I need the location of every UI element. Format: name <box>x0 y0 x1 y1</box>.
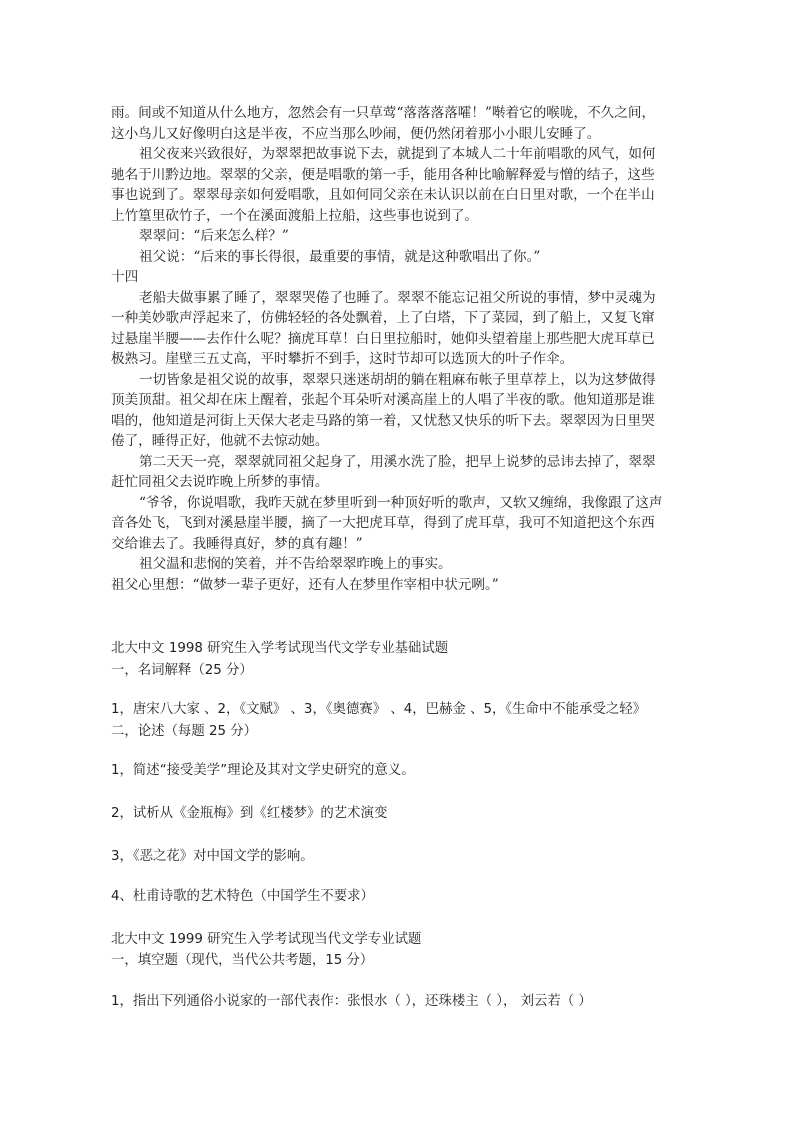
text-line: 老船夫做事累了睡了，翠翠哭倦了也睡了。翠翠不能忘记祖父所说的事情，梦中灵魂为 <box>139 289 656 306</box>
text-line: 祖父夜来兴致很好，为翠翠把故事说下去，就提到了本城人二十年前唱歌的风气，如何 <box>139 146 656 162</box>
text-line: 一种美妙歌声浮起来了，仿佛轻轻的各处飘着，上了白塔，下了菜园，到了船上，又复飞窜 <box>111 310 655 326</box>
question: 2，试析从《金瓶梅》到《红楼梦》的艺术演变 <box>111 806 388 821</box>
text-line: 唱的，他知道是河街上天保大老走马路的第一着，又忧愁又快乐的听下去。翠翠因为日里哭 <box>111 412 655 429</box>
text-line: 第二天天一亮，翠翠就同祖父起身了，用溪水洗了脸，把早上说梦的忌讳去掉了，翠翠 <box>139 453 656 470</box>
question: 1，简述“接受美学”理论及其对文学史研究的意义。 <box>111 763 415 778</box>
text-line: 顶美顶甜。祖父却在床上醒着，张起个耳朵听对溪高崖上的人唱了半夜的歌。他知道那是谁 <box>111 392 655 408</box>
text-line: 赶忙同祖父去说昨晚上所梦的事情。 <box>111 474 329 490</box>
section-heading: 二，论述（每题 25 分） <box>111 724 258 739</box>
text-line: 交给谁去了。我睡得真好，梦的真有趣！” <box>111 535 363 552</box>
question: 3，《恶之花》对中国文学的影响。 <box>111 849 314 864</box>
exam-1998-title: 北大中文 1998 研究生入学考试现当代文学专业基础试题 <box>111 641 449 656</box>
term-list: 1，唐宋八大家 、2，《文赋》 、3，《奥德赛》 、4，巴赫金 、5，《生命中不能承受之轻》 <box>111 702 646 717</box>
text-line: 过悬崖半腰——去作什么呢？摘虎耳草！白日里拉船时，她仰头望着崖上那些肥大虎耳草已 <box>111 330 655 347</box>
text-line: 这小鸟儿又好像明白这是半夜，不应当那么吵闹，便仍然闭着那小小眼儿安睡了。 <box>111 125 601 142</box>
question: 1，指出下列通俗小说家的一部代表作：张恨水（ ），还珠楼主（ ）， 刘云若（ ） <box>111 994 592 1009</box>
section-heading: 一，名词解释（25 分） <box>111 663 253 678</box>
text-line: 雨。间或不知道从什么地方，忽然会有一只草莺“落落落落嚯！”啭着它的喉咙，不久之间， <box>111 105 656 121</box>
text-line: 极熟习。崖壁三五丈高，平时攀折不到手，这时节却可以选顶大的叶子作伞。 <box>111 351 574 367</box>
text-line: 一切皆象是祖父说的故事，翠翠只迷迷胡胡的躺在粗麻布帐子里草荐上，以为这梦做得 <box>139 371 656 388</box>
text-line: 事也说到了。翠翠母亲如何爱唱歌，且如何同父亲在未认识以前在白日里对歌，一个在半山 <box>111 187 655 203</box>
text-line: 驰名于川黔边地。翠翠的父亲，便是唱歌的第一手，能用各种比喻解释爱与憎的结子，这些 <box>111 166 655 183</box>
question: 4、杜甫诗歌的艺术特色（中国学生不要求） <box>111 889 374 904</box>
text-line: 倦了，睡得正好，他就不去惊动她。 <box>111 433 329 449</box>
section-heading: 一，填空题（现代，当代公共考题，15 分） <box>111 953 374 968</box>
story-text <box>111 103 691 595</box>
text-line: 祖父温和悲悯的笑着，并不告给翠翠昨晚上的事实。 <box>139 556 452 572</box>
text-line: 祖父心里想：“做梦一辈子更好，还有人在梦里作宰相中状元咧。” <box>111 576 499 593</box>
text-line: 上竹篁里砍竹子，一个在溪面渡船上拉船，这些事也说到了。 <box>111 207 479 224</box>
exam-1999-title: 北大中文 1999 研究生入学考试现当代文学专业试题 <box>111 932 422 947</box>
chapter-heading: 十四 <box>111 269 139 285</box>
text-line: “爷爷，你说唱歌，我昨天就在梦里听到一种顶好听的歌声，又软又缠绵，我像跟了这声 <box>139 494 663 511</box>
text-line: 音各处飞，飞到对溪悬崖半腰，摘了一大把虎耳草，得到了虎耳草，我可不知道把这个东西 <box>111 515 655 531</box>
text-line: 翠翠问：“后来怎么样？” <box>139 228 289 244</box>
text-line: 祖父说：“后来的事长得很，最重要的事情，就是这种歌唱出了你。” <box>139 248 541 265</box>
